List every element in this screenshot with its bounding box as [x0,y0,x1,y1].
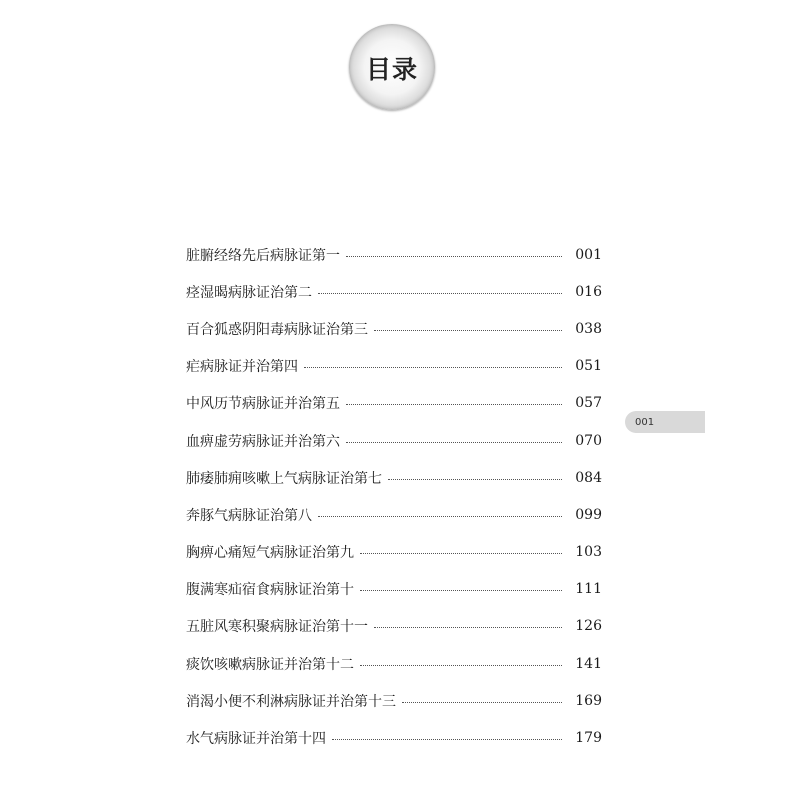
dot-leader [346,256,562,257]
dot-leader [402,702,562,703]
toc-entry[interactable] [186,310,602,347]
toc-entry-title: 水气病脉证并治第十四 [186,731,326,748]
toc-entry-page: 103 [575,544,602,561]
table-of-contents [186,236,602,757]
dot-leader [318,516,562,517]
toc-entry[interactable] [186,385,602,422]
toc-entry-title: 疟病脉证并治第四 [186,359,298,376]
dot-leader [304,367,562,368]
toc-entry-title: 血痹虚劳病脉证并治第六 [186,433,340,450]
dot-leader [360,553,562,554]
toc-entry-title: 胸痹心痛短气病脉证治第九 [186,545,354,562]
dot-leader [360,665,562,666]
toc-entry-title: 百合狐惑阴阳毒病脉证治第三 [186,321,368,338]
toc-entry[interactable] [186,608,602,645]
page-number: 001 [635,416,655,428]
toc-entry[interactable] [186,571,602,608]
toc-entry-title: 腹满寒疝宿食病脉证治第十 [186,582,354,599]
dot-leader [332,739,562,740]
dot-leader [374,330,562,331]
toc-entry-page: 126 [575,618,602,635]
toc-entry-title: 脏腑经络先后病脉证第一 [186,247,340,264]
toc-entry-title: 痉湿暍病脉证治第二 [186,284,312,301]
toc-entry[interactable] [186,496,602,533]
toc-entry-title: 消渴小便不利淋病脉证并治第十三 [186,693,396,710]
page-title: 目录 [365,55,418,84]
toc-entry-title: 痰饮咳嗽病脉证并治第十二 [186,656,354,673]
toc-entry-page: 038 [575,320,602,337]
toc-entry-page: 084 [575,469,602,486]
dot-leader [346,442,562,443]
toc-entry-page: 001 [575,246,602,263]
toc-entry-page: 169 [575,692,602,709]
toc-entry-title: 五脏风寒积聚病脉证治第十一 [186,619,368,636]
toc-entry[interactable] [186,682,602,719]
toc-entry-page: 179 [575,730,602,747]
toc-entry-title: 肺痿肺痈咳嗽上气病脉证治第七 [186,470,382,487]
toc-entry-page: 070 [575,432,602,449]
toc-entry-page: 111 [575,581,602,598]
dot-leader [346,404,562,405]
toc-entry[interactable] [186,719,602,756]
toc-entry[interactable] [186,534,602,571]
toc-entry-title: 奔豚气病脉证治第八 [186,507,312,524]
toc-entry-page: 057 [575,395,602,412]
toc-entry-page: 016 [575,283,602,300]
toc-entry[interactable] [186,273,602,310]
toc-entry-page: 141 [575,655,602,672]
toc-entry-title: 中风历节病脉证并治第五 [186,396,340,413]
toc-entry[interactable] [186,645,602,682]
toc-entry[interactable] [186,422,602,459]
toc-entry[interactable] [186,348,602,385]
toc-entry[interactable] [186,236,602,273]
page-number-tab [625,411,705,433]
title-badge [349,24,435,110]
dot-leader [374,627,562,628]
dot-leader [318,293,562,294]
toc-entry-page: 051 [575,358,602,375]
toc-entry-page: 099 [575,506,602,523]
toc-entry[interactable] [186,459,602,496]
dot-leader [388,479,562,480]
dot-leader [360,590,562,591]
